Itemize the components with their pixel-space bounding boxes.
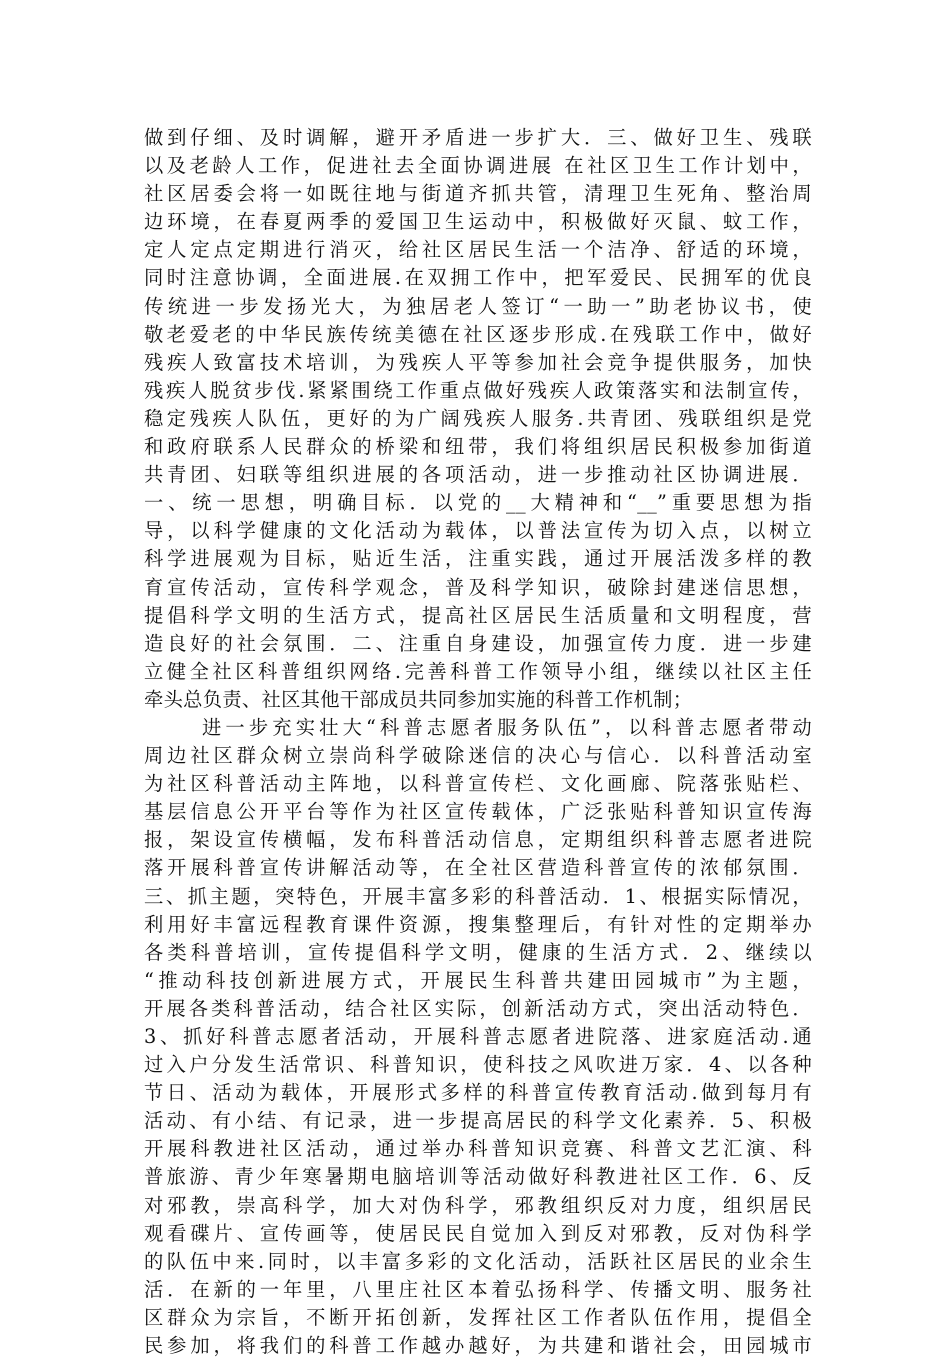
text-line: 活．在新的一年里，八里庄社区本着弘扬科学、传播文明、服务社 — [144, 1277, 812, 1301]
text-line: 残疾人致富技术培训，为残疾人平等参加社会竞争提供服务，加快 — [144, 350, 812, 374]
text-line: 残疾人脱贫步伐.紧紧围绕工作重点做好残疾人政策落实和法制宣传， — [144, 378, 812, 402]
text-line: 观看碟片、宣传画等，使居民民自觉加入到反对邪教，反对伪科学 — [144, 1221, 812, 1245]
text-line: “推动科技创新进展方式，开展民生科普共建田园城市”为主题， — [144, 968, 812, 992]
text-line: 导，以科学健康的文化活动为载体，以普法宣传为切入点，以树立 — [144, 519, 812, 543]
text-line: 开展各类科普活动，结合社区实际，创新活动方式，突出活动特色． — [144, 996, 812, 1020]
text-line: 以及老龄人工作，促进社去全面协调进展 在社区卫生工作计划中， — [144, 154, 812, 178]
text-line: 区群众为宗旨，不断开拓创新，发挥社区工作者队伍作用，提倡全 — [144, 1305, 812, 1329]
text-line: 做到仔细、及时调解，避开矛盾进一步扩大．三、做好卫生、残联 — [144, 126, 812, 149]
body-text — [144, 124, 812, 1360]
text-line: 三、抓主题，突特色，开展丰富多彩的科普活动．1、根据实际情况， — [144, 884, 812, 908]
text-line: 和政府联系人民群众的桥梁和纽带，我们将组织居民积极参加街道 — [144, 435, 812, 459]
text-line: 牵头总负责、社区其他干部成员共同参加实施的科普工作机制； — [144, 687, 693, 711]
text-line: 提倡科学文明的生活方式，提高社区居民生活质量和文明程度，营 — [144, 603, 812, 627]
text-line: 边环境，在春夏两季的爱国卫生运动中，积极做好灭鼠、蚊工作， — [144, 210, 812, 234]
text-line: 造良好的社会氛围．二、注重自身建设，加强宣传力度．进一步建 — [144, 631, 812, 655]
text-line: 普旅游、青少年寒暑期电脑培训等活动做好科教进社区工作．6、反 — [144, 1165, 812, 1189]
text-line: 立健全社区科普组织网络.完善科普工作领导小组，继续以社区主任 — [144, 659, 812, 683]
text-line: 同时注意协调，全面进展.在双拥工作中，把军爱民、民拥军的优良 — [144, 266, 812, 290]
text-line: 为社区科普活动主阵地，以科普宣传栏、文化画廊、院落张贴栏、 — [144, 772, 812, 796]
text-line: 传统进一步发扬光大，为独居老人签订“一助一”助老协议书，使 — [144, 294, 812, 318]
text-line: 过入户分发生活常识、科普知识，使科技之风吹进万家．4、以各种 — [144, 1053, 812, 1077]
text-line: 节日、活动为载体，开展形式多样的科普宣传教育活动.做到每月有 — [144, 1081, 812, 1105]
text-line: 活动、有小结、有记录，进一步提高居民的科学文化素养．5、积极 — [144, 1109, 812, 1133]
text-line: 民参加，将我们的科普工作越办越好，为共建和谐社会，田园城市 — [144, 1334, 812, 1358]
text-line: 敬老爱老的中华民族传统美德在社区逐步形成.在残联工作中，做好 — [144, 322, 812, 346]
text-line: 落开展科普宣传讲解活动等，在全社区营造科普宣传的浓郁氛围． — [144, 856, 812, 880]
text-line: 报，架设宣传横幅，发布科普活动信息，定期组织科普志愿者进院 — [144, 828, 812, 852]
text-line: 的队伍中来.同时，以丰富多彩的文化活动，活跃社区居民的业余生 — [144, 1249, 812, 1273]
text-line: 共青团、妇联等组织进展的各项活动，进一步推动社区协调进展． — [144, 463, 812, 487]
text-line: 稳定残疾人队伍，更好的为广阔残疾人服务.共青团、残联组织是党 — [144, 406, 812, 430]
text-line: 定人定点定期进行消灭，给社区居民生活一个洁净、舒适的环境， — [144, 238, 812, 262]
text-line: 周边社区群众树立崇尚科学破除迷信的决心与信心．以科普活动室 — [144, 744, 812, 768]
paragraph-first-line: 进一步充实壮大“科普志愿者服务队伍”，以科普志愿者带动 — [202, 715, 812, 739]
text-line: 社区居委会将一如既往地与街道齐抓共管，清理卫生死角、整治周 — [144, 182, 812, 206]
text-line: 一、统一思想，明确目标．以党的__大精神和“__”重要思想为指 — [144, 491, 812, 515]
text-line: 利用好丰富远程教育课件资源，搜集整理后，有针对性的定期举办 — [144, 912, 812, 936]
text-line: 开展科教进社区活动，通过举办科普知识竞赛、科普文艺汇演、科 — [144, 1137, 812, 1161]
text-line: 对邪教，崇高科学，加大对伪科学，邪教组织反对力度，组织居民 — [144, 1193, 812, 1217]
text-line: 3、抓好科普志愿者活动，开展科普志愿者进院落、进家庭活动.通 — [144, 1025, 812, 1048]
text-line: 育宣传活动，宣传科学观念，普及科学知识，破除封建迷信思想， — [144, 575, 812, 599]
text-line: 科学进展观为目标，贴近生活，注重实践，通过开展活泼多样的教 — [144, 547, 812, 571]
text-line: 基层信息公开平台等作为社区宣传载体，广泛张贴科普知识宣传海 — [144, 800, 812, 824]
text-line: 各类科普培训，宣传提倡科学文明，健康的生活方式．2、继续以 — [144, 940, 812, 964]
